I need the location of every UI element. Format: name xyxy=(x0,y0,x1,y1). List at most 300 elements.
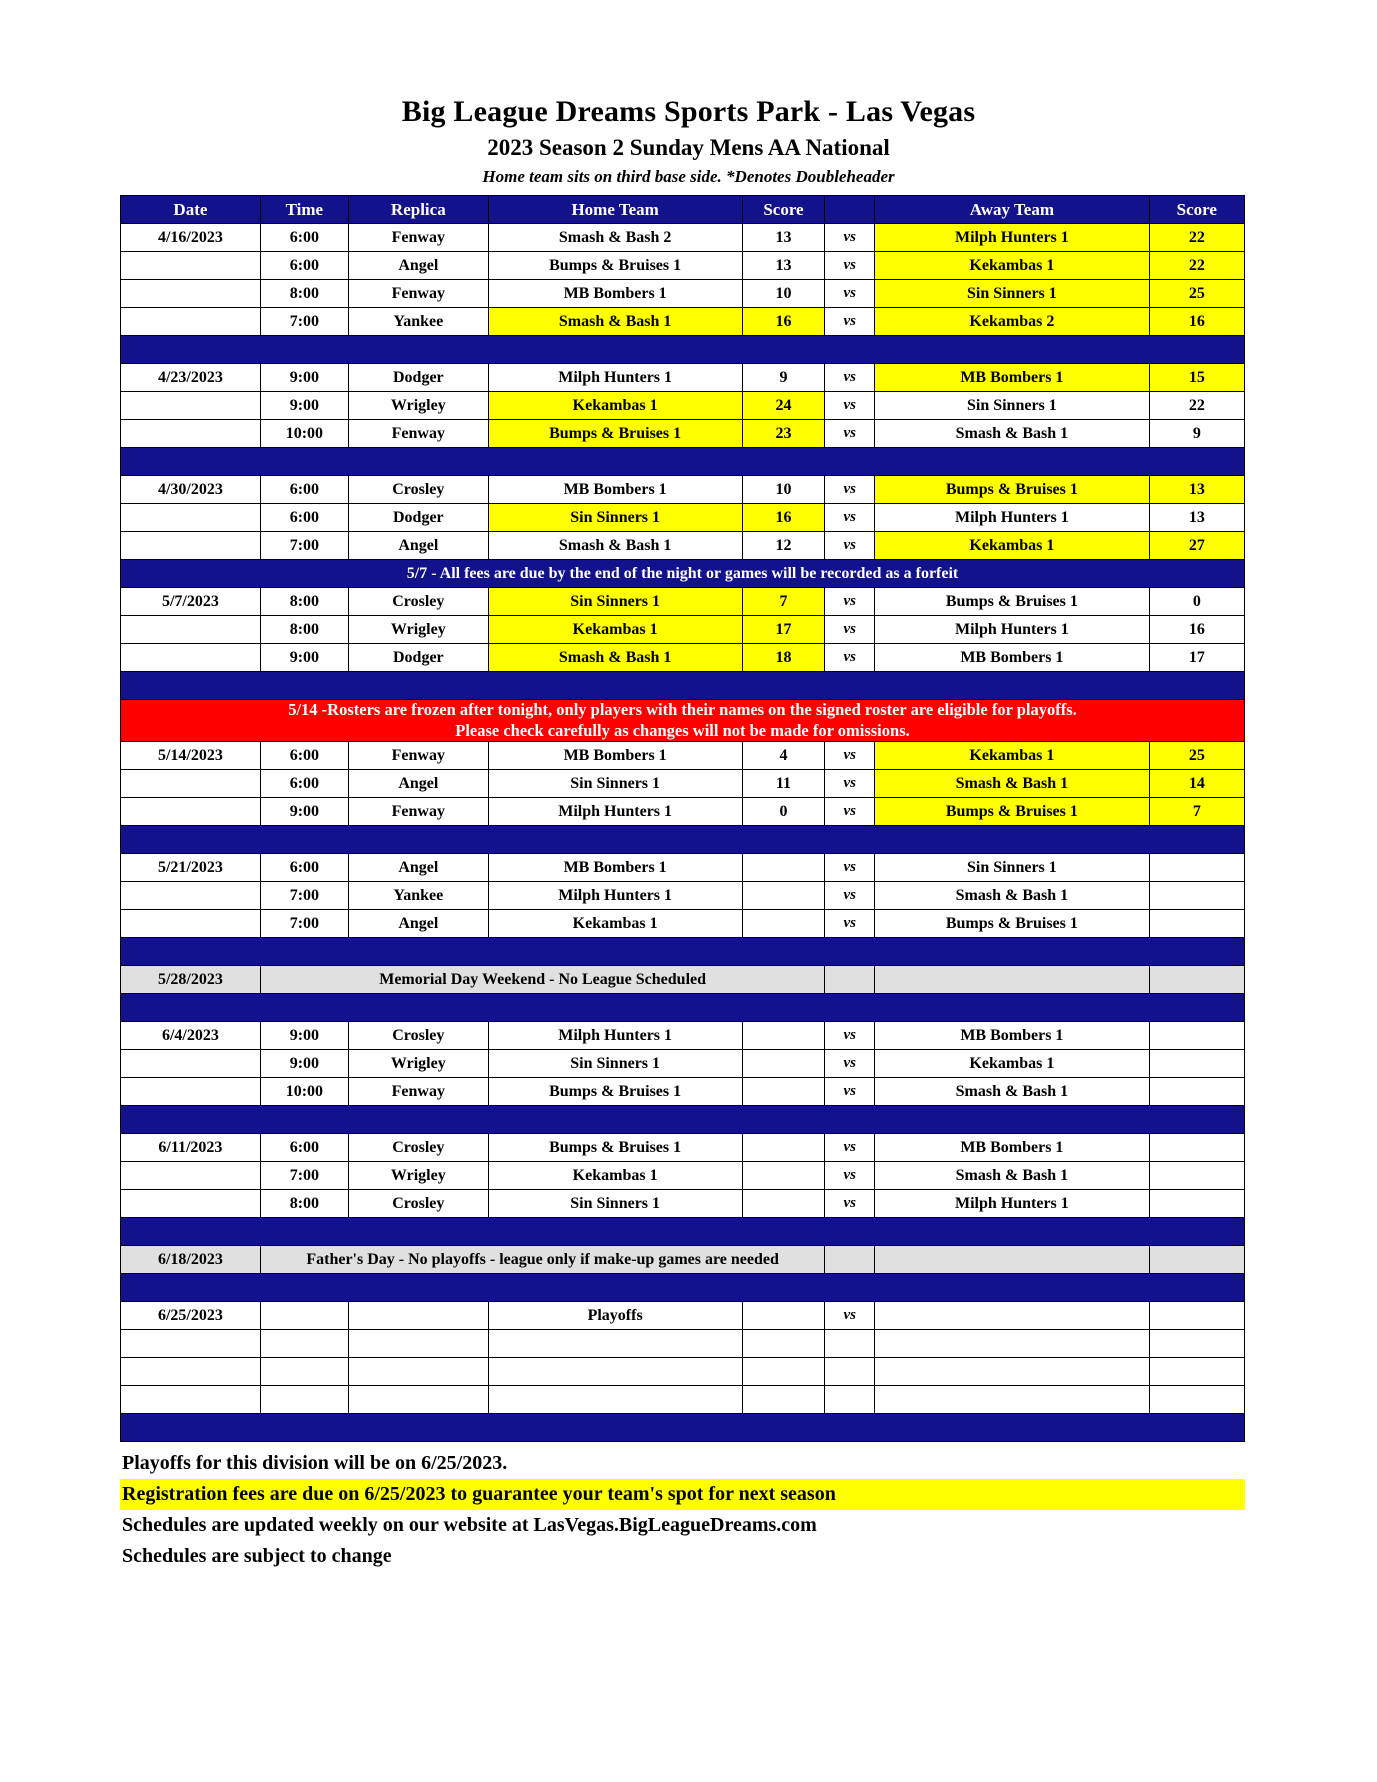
cell-home-team xyxy=(488,1330,742,1358)
cell-away-team: Bumps & Bruises 1 xyxy=(875,588,1150,616)
cell-away-team xyxy=(875,1246,1150,1274)
cell-home-score xyxy=(742,882,825,910)
no-league-row xyxy=(121,1246,1245,1274)
cell-date: 6/11/2023 xyxy=(121,1134,261,1162)
cell-replica: Yankee xyxy=(348,882,488,910)
cell-time: 8:00 xyxy=(260,280,348,308)
cell-away-team: Bumps & Bruises 1 xyxy=(875,798,1150,826)
cell-away-score xyxy=(1149,1302,1244,1330)
cell-vs-label: vs xyxy=(825,1190,875,1218)
cell-date xyxy=(121,308,261,336)
cell-date xyxy=(121,532,261,560)
cell-home-score: 13 xyxy=(742,252,825,280)
divider-band-cell xyxy=(121,1274,1245,1302)
table-row xyxy=(121,1022,1245,1050)
cell-time: 7:00 xyxy=(260,532,348,560)
cell-away-score: 16 xyxy=(1149,616,1244,644)
cell-time: 6:00 xyxy=(260,854,348,882)
cell-home-score: 16 xyxy=(742,504,825,532)
cell-date xyxy=(121,798,261,826)
cell-replica: Fenway xyxy=(348,742,488,770)
cell-home-score: 9 xyxy=(742,364,825,392)
cell-replica: Fenway xyxy=(348,224,488,252)
table-row xyxy=(121,1078,1245,1106)
notice-band xyxy=(121,560,1245,588)
table-row xyxy=(121,910,1245,938)
cell-vs-label: vs xyxy=(825,1162,875,1190)
column-header-away-team: Away Team xyxy=(875,196,1150,224)
cell-replica: Dodger xyxy=(348,644,488,672)
cell-away-score xyxy=(1149,854,1244,882)
cell-vs-label: vs xyxy=(825,476,875,504)
table-row xyxy=(121,308,1245,336)
cell-home-team: MB Bombers 1 xyxy=(488,854,742,882)
page-title: Big League Dreams Sports Park - Las Vegas xyxy=(401,95,976,128)
cell-time: 7:00 xyxy=(260,1162,348,1190)
cell-home-score xyxy=(742,1022,825,1050)
table-row xyxy=(121,854,1245,882)
cell-replica: Wrigley xyxy=(348,1050,488,1078)
cell-date xyxy=(121,1190,261,1218)
table-row xyxy=(121,532,1245,560)
cell-time: 6:00 xyxy=(260,504,348,532)
cell-vs-label: vs xyxy=(825,742,875,770)
cell-date xyxy=(121,420,261,448)
cell-replica: Wrigley xyxy=(348,616,488,644)
cell-time: 10:00 xyxy=(260,1078,348,1106)
cell-date: 6/4/2023 xyxy=(121,1022,261,1050)
cell-home-score: 24 xyxy=(742,392,825,420)
cell-away-team: Milph Hunters 1 xyxy=(875,504,1150,532)
cell-replica: Fenway xyxy=(348,280,488,308)
cell-vs-label: vs xyxy=(825,1078,875,1106)
cell-vs-label xyxy=(825,1358,875,1386)
cell-time xyxy=(260,1358,348,1386)
cell-date: 4/16/2023 xyxy=(121,224,261,252)
cell-date: 4/30/2023 xyxy=(121,476,261,504)
table-row xyxy=(121,1386,1245,1414)
cell-vs-label: vs xyxy=(825,1022,875,1050)
divider-band xyxy=(121,826,1245,854)
cell-home-team: Smash & Bash 2 xyxy=(488,224,742,252)
divider-band xyxy=(121,336,1245,364)
cell-vs-label: vs xyxy=(825,1134,875,1162)
cell-date: 5/14/2023 xyxy=(121,742,261,770)
cell-away-score: 22 xyxy=(1149,252,1244,280)
divider-band-cell xyxy=(121,336,1245,364)
cell-away-team: MB Bombers 1 xyxy=(875,644,1150,672)
table-row xyxy=(121,280,1245,308)
cell-date xyxy=(121,392,261,420)
cell-home-team xyxy=(488,1386,742,1414)
cell-home-score: 13 xyxy=(742,224,825,252)
cell-home-team: MB Bombers 1 xyxy=(488,280,742,308)
table-row xyxy=(121,392,1245,420)
cell-date xyxy=(121,1162,261,1190)
no-league-row xyxy=(121,966,1245,994)
page-note: Home team sits on third base side. *Denotes Doubleheader xyxy=(482,167,895,186)
table-row xyxy=(121,882,1245,910)
cell-date xyxy=(121,504,261,532)
cell-vs-label: vs xyxy=(825,1050,875,1078)
divider-band xyxy=(121,938,1245,966)
cell-away-team: Sin Sinners 1 xyxy=(875,280,1150,308)
cell-date xyxy=(121,1078,261,1106)
cell-vs-label: vs xyxy=(825,770,875,798)
cell-away-team: Smash & Bash 1 xyxy=(875,1078,1150,1106)
cell-time: 6:00 xyxy=(260,252,348,280)
cell-vs-label: vs xyxy=(825,504,875,532)
divider-band xyxy=(121,1218,1245,1246)
cell-away-score: 25 xyxy=(1149,280,1244,308)
cell-time: 9:00 xyxy=(260,364,348,392)
roster-alert-line-2: Please check carefully as changes will not be made for omissions. xyxy=(455,720,910,740)
cell-vs-label: vs xyxy=(825,280,875,308)
cell-time: 9:00 xyxy=(260,1050,348,1078)
cell-replica: Crosley xyxy=(348,1190,488,1218)
divider-band xyxy=(121,448,1245,476)
table-row xyxy=(121,742,1245,770)
cell-vs-label: vs xyxy=(825,588,875,616)
cell-vs xyxy=(825,1246,875,1274)
cell-away-score: 13 xyxy=(1149,476,1244,504)
cell-date xyxy=(121,910,261,938)
cell-time: 9:00 xyxy=(260,798,348,826)
cell-home-team: Milph Hunters 1 xyxy=(488,1022,742,1050)
cell-away-score: 27 xyxy=(1149,532,1244,560)
no-league-text: Memorial Day Weekend - No League Scheduled xyxy=(260,966,825,994)
cell-replica: Angel xyxy=(348,770,488,798)
cell-replica: Dodger xyxy=(348,504,488,532)
cell-date xyxy=(121,644,261,672)
cell-time xyxy=(260,1302,348,1330)
cell-home-team: Sin Sinners 1 xyxy=(488,770,742,798)
column-header-away-score: Score xyxy=(1149,196,1244,224)
cell-away-team: Milph Hunters 1 xyxy=(875,1190,1150,1218)
cell-time: 8:00 xyxy=(260,616,348,644)
cell-date: 6/25/2023 xyxy=(121,1302,261,1330)
cell-time: 6:00 xyxy=(260,1134,348,1162)
cell-home-team: Bumps & Bruises 1 xyxy=(488,252,742,280)
cell-away-score: 7 xyxy=(1149,798,1244,826)
cell-away-score xyxy=(1149,1386,1244,1414)
cell-vs-label xyxy=(825,1330,875,1358)
table-row xyxy=(121,476,1245,504)
cell-time: 6:00 xyxy=(260,224,348,252)
cell-date: 5/7/2023 xyxy=(121,588,261,616)
table-row xyxy=(121,1330,1245,1358)
cell-home-team: MB Bombers 1 xyxy=(488,742,742,770)
cell-home-score xyxy=(742,854,825,882)
no-league-text: Father's Day - No playoffs - league only if make-up games are needed xyxy=(260,1246,825,1274)
cell-away-score xyxy=(1149,1022,1244,1050)
cell-home-team: Sin Sinners 1 xyxy=(488,1190,742,1218)
cell-home-score: 12 xyxy=(742,532,825,560)
cell-vs-label: vs xyxy=(825,882,875,910)
cell-away-team: Sin Sinners 1 xyxy=(875,854,1150,882)
cell-home-score: 4 xyxy=(742,742,825,770)
cell-date: 5/28/2023 xyxy=(121,966,261,994)
cell-away-score: 15 xyxy=(1149,364,1244,392)
cell-away-score xyxy=(1149,1050,1244,1078)
cell-date xyxy=(121,1050,261,1078)
cell-home-team: Smash & Bash 1 xyxy=(488,532,742,560)
cell-home-score xyxy=(742,1302,825,1330)
cell-date xyxy=(121,770,261,798)
cell-home-score xyxy=(742,1190,825,1218)
divider-band-cell xyxy=(121,1218,1245,1246)
cell-home-score: 7 xyxy=(742,588,825,616)
cell-replica: Crosley xyxy=(348,588,488,616)
cell-date xyxy=(121,1330,261,1358)
footer-line-registration: Registration fees are due on 6/25/2023 to guarantee your team's spot for next season xyxy=(120,1479,1245,1510)
divider-band-cell xyxy=(121,672,1245,700)
divider-band xyxy=(121,1414,1245,1442)
cell-replica xyxy=(348,1386,488,1414)
cell-home-score xyxy=(742,1134,825,1162)
cell-replica: Dodger xyxy=(348,364,488,392)
cell-away-team xyxy=(875,1358,1150,1386)
cell-away-team: MB Bombers 1 xyxy=(875,364,1150,392)
cell-home-score: 10 xyxy=(742,280,825,308)
divider-band-cell xyxy=(121,826,1245,854)
cell-away-score xyxy=(1149,1330,1244,1358)
cell-home-team: Milph Hunters 1 xyxy=(488,798,742,826)
footer-line-website: Schedules are updated weekly on our website at LasVegas.BigLeagueDreams.com xyxy=(122,1514,817,1537)
cell-away-score: 25 xyxy=(1149,742,1244,770)
cell-time: 10:00 xyxy=(260,420,348,448)
cell-home-score xyxy=(742,1330,825,1358)
cell-away-score: 13 xyxy=(1149,504,1244,532)
cell-replica xyxy=(348,1330,488,1358)
cell-vs-label: vs xyxy=(825,644,875,672)
cell-replica: Crosley xyxy=(348,476,488,504)
cell-away-team: Kekambas 1 xyxy=(875,1050,1150,1078)
cell-home-score xyxy=(742,1078,825,1106)
cell-vs-label: vs xyxy=(825,854,875,882)
cell-time: 6:00 xyxy=(260,476,348,504)
cell-time: 9:00 xyxy=(260,392,348,420)
table-row xyxy=(121,420,1245,448)
cell-home-score xyxy=(742,1358,825,1386)
table-row xyxy=(121,1358,1245,1386)
cell-away-score: 22 xyxy=(1149,224,1244,252)
roster-alert-line-1: 5/14 -Rosters are frozen after tonight, only players with their names on the signed roster are eligible for playoffs. xyxy=(288,700,1077,719)
table-row xyxy=(121,588,1245,616)
table-row xyxy=(121,1162,1245,1190)
cell-away-team xyxy=(875,1302,1150,1330)
divider-band-cell xyxy=(121,448,1245,476)
column-header-home-score: Score xyxy=(742,196,825,224)
table-header-row xyxy=(121,196,1245,224)
cell-away-team xyxy=(875,1330,1150,1358)
cell-vs-label: vs xyxy=(825,910,875,938)
cell-vs-label: vs xyxy=(825,308,875,336)
cell-date xyxy=(121,280,261,308)
cell-away-team: Bumps & Bruises 1 xyxy=(875,910,1150,938)
cell-vs-label: vs xyxy=(825,532,875,560)
table-row xyxy=(121,616,1245,644)
cell-time: 6:00 xyxy=(260,742,348,770)
column-header-vs xyxy=(825,196,875,224)
divider-band-cell xyxy=(121,1106,1245,1134)
cell-date xyxy=(121,1386,261,1414)
column-header-time: Time xyxy=(260,196,348,224)
cell-vs-label: vs xyxy=(825,1302,875,1330)
cell-away-score xyxy=(1149,1358,1244,1386)
cell-away-team: Smash & Bash 1 xyxy=(875,1162,1150,1190)
divider-band xyxy=(121,672,1245,700)
cell-date: 6/18/2023 xyxy=(121,1246,261,1274)
cell-vs-label: vs xyxy=(825,798,875,826)
cell-replica xyxy=(348,1302,488,1330)
cell-home-team: Sin Sinners 1 xyxy=(488,504,742,532)
table-row xyxy=(121,770,1245,798)
footer-line-subject-to-change: Schedules are subject to change xyxy=(122,1545,392,1568)
cell-home-team: Kekambas 1 xyxy=(488,616,742,644)
cell-vs-label: vs xyxy=(825,616,875,644)
cell-replica: Fenway xyxy=(348,420,488,448)
cell-time: 8:00 xyxy=(260,588,348,616)
cell-vs-label: vs xyxy=(825,420,875,448)
cell-home-score: 23 xyxy=(742,420,825,448)
cell-home-team: Playoffs xyxy=(488,1302,742,1330)
cell-home-score: 0 xyxy=(742,798,825,826)
table-row xyxy=(121,504,1245,532)
table-row xyxy=(121,798,1245,826)
table-row xyxy=(121,1190,1245,1218)
cell-date xyxy=(121,882,261,910)
cell-vs-label: vs xyxy=(825,252,875,280)
divider-band xyxy=(121,1106,1245,1134)
cell-time xyxy=(260,1386,348,1414)
cell-away-team xyxy=(875,966,1150,994)
cell-away-score: 14 xyxy=(1149,770,1244,798)
table-row xyxy=(121,364,1245,392)
cell-home-score: 16 xyxy=(742,308,825,336)
cell-away-score xyxy=(1149,1246,1244,1274)
cell-time: 7:00 xyxy=(260,910,348,938)
cell-home-team: Bumps & Bruises 1 xyxy=(488,420,742,448)
cell-away-score: 0 xyxy=(1149,588,1244,616)
cell-home-team xyxy=(488,1358,742,1386)
table-body xyxy=(121,224,1245,1442)
cell-replica: Angel xyxy=(348,252,488,280)
divider-band-cell xyxy=(121,1414,1245,1442)
divider-band xyxy=(121,1274,1245,1302)
cell-away-score xyxy=(1149,882,1244,910)
cell-away-team: Smash & Bash 1 xyxy=(875,882,1150,910)
table-row xyxy=(121,224,1245,252)
cell-time xyxy=(260,1330,348,1358)
cell-home-team: Kekambas 1 xyxy=(488,392,742,420)
notice-text: 5/7 - All fees are due by the end of the night or games will be recorded as a forfeit xyxy=(121,560,1245,588)
cell-date: 5/21/2023 xyxy=(121,854,261,882)
cell-home-team: Kekambas 1 xyxy=(488,910,742,938)
cell-replica: Crosley xyxy=(348,1022,488,1050)
cell-away-team: MB Bombers 1 xyxy=(875,1134,1150,1162)
cell-replica xyxy=(348,1358,488,1386)
cell-away-team: Smash & Bash 1 xyxy=(875,420,1150,448)
footer-notes xyxy=(120,1448,1257,1572)
cell-replica: Yankee xyxy=(348,308,488,336)
column-header-home-team: Home Team xyxy=(488,196,742,224)
cell-away-team: Milph Hunters 1 xyxy=(875,224,1150,252)
cell-time: 7:00 xyxy=(260,882,348,910)
cell-home-team: Sin Sinners 1 xyxy=(488,588,742,616)
cell-replica: Fenway xyxy=(348,1078,488,1106)
cell-date xyxy=(121,252,261,280)
cell-away-team: Milph Hunters 1 xyxy=(875,616,1150,644)
cell-home-team: Sin Sinners 1 xyxy=(488,1050,742,1078)
page-subtitle: 2023 Season 2 Sunday Mens AA National xyxy=(487,135,890,160)
divider-band-cell xyxy=(121,994,1245,1022)
cell-vs-label xyxy=(825,1386,875,1414)
cell-home-score xyxy=(742,1386,825,1414)
cell-away-score xyxy=(1149,966,1244,994)
cell-away-score: 17 xyxy=(1149,644,1244,672)
cell-home-score: 11 xyxy=(742,770,825,798)
cell-replica: Angel xyxy=(348,532,488,560)
cell-away-score xyxy=(1149,1190,1244,1218)
cell-away-team: Bumps & Bruises 1 xyxy=(875,476,1150,504)
cell-away-score: 22 xyxy=(1149,392,1244,420)
cell-vs-label: vs xyxy=(825,364,875,392)
cell-away-team: Kekambas 1 xyxy=(875,742,1150,770)
cell-vs-label: vs xyxy=(825,392,875,420)
cell-home-team: Kekambas 1 xyxy=(488,1162,742,1190)
cell-home-team: Milph Hunters 1 xyxy=(488,364,742,392)
table-row xyxy=(121,644,1245,672)
cell-home-team: Smash & Bash 1 xyxy=(488,308,742,336)
cell-replica: Angel xyxy=(348,910,488,938)
cell-home-team: Bumps & Bruises 1 xyxy=(488,1078,742,1106)
cell-away-team: Smash & Bash 1 xyxy=(875,770,1150,798)
cell-time: 6:00 xyxy=(260,770,348,798)
cell-time: 9:00 xyxy=(260,1022,348,1050)
cell-away-team: Kekambas 1 xyxy=(875,532,1150,560)
table-row xyxy=(121,252,1245,280)
cell-home-score: 17 xyxy=(742,616,825,644)
table-row xyxy=(121,1134,1245,1162)
cell-home-score xyxy=(742,1162,825,1190)
cell-away-team: MB Bombers 1 xyxy=(875,1022,1150,1050)
schedule-table xyxy=(120,195,1245,1442)
cell-away-score xyxy=(1149,1134,1244,1162)
cell-home-team: Smash & Bash 1 xyxy=(488,644,742,672)
footer-line-playoffs: Playoffs for this division will be on 6/25/2023. xyxy=(122,1452,508,1475)
cell-away-team: Kekambas 1 xyxy=(875,252,1150,280)
cell-home-team: MB Bombers 1 xyxy=(488,476,742,504)
cell-replica: Crosley xyxy=(348,1134,488,1162)
cell-date: 4/23/2023 xyxy=(121,364,261,392)
cell-away-score: 9 xyxy=(1149,420,1244,448)
roster-alert-band xyxy=(121,700,1245,742)
cell-date xyxy=(121,616,261,644)
cell-home-team: Bumps & Bruises 1 xyxy=(488,1134,742,1162)
cell-away-score xyxy=(1149,1162,1244,1190)
cell-vs-label: vs xyxy=(825,224,875,252)
cell-home-score xyxy=(742,1050,825,1078)
cell-home-score: 18 xyxy=(742,644,825,672)
column-header-date: Date xyxy=(121,196,261,224)
roster-alert-cell xyxy=(121,700,1245,742)
cell-replica: Wrigley xyxy=(348,1162,488,1190)
cell-away-team: Sin Sinners 1 xyxy=(875,392,1150,420)
cell-replica: Angel xyxy=(348,854,488,882)
cell-away-team: Kekambas 2 xyxy=(875,308,1150,336)
table-row xyxy=(121,1050,1245,1078)
